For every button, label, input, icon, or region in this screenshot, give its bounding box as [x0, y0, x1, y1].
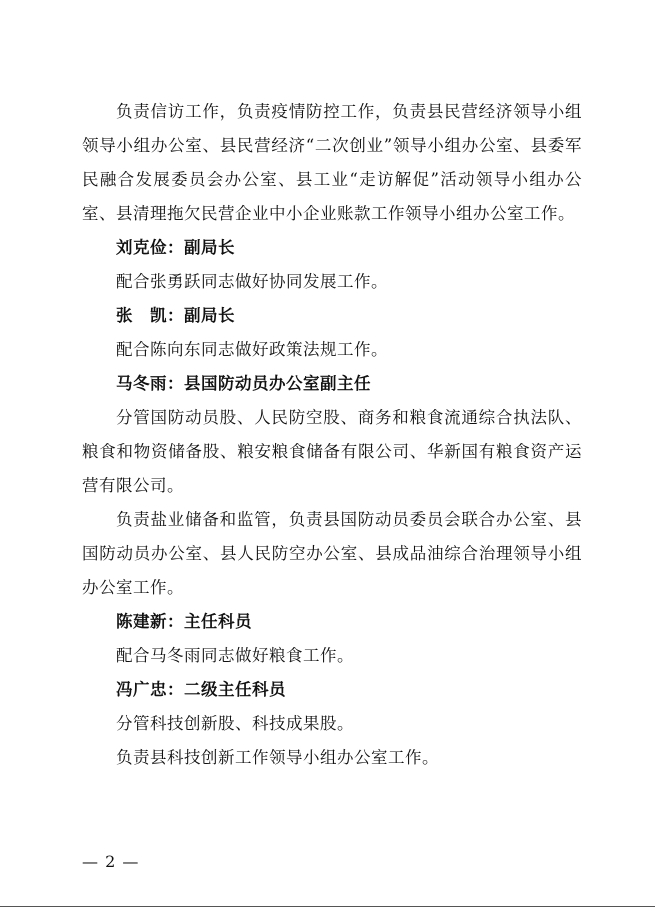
heading-feng-guangzhong: 冯广忠：二级主任科员 [116, 680, 286, 699]
paragraph-chen-jianxin: 配合马冬雨同志做好粮食工作。 [116, 646, 354, 665]
paragraph-feng-guangzhong-1: 分管科技创新股、科技成果股。 [116, 714, 354, 733]
paragraph-zhang-kai: 配合陈向东同志做好政策法规工作。 [116, 340, 388, 359]
page-content [82, 95, 582, 775]
heading-ma-dongyu: 马冬雨：县国防动员办公室副主任 [116, 374, 371, 393]
heading-zhang-kai: 张 凯：副局长 [116, 306, 235, 325]
paragraph-ma-dongyu-2: 负责盐业储备和监管，负责县国防动员委员会联合办公室、县国防动员办公室、县人民防空办公室、县成品油综合治理领导小组办公室工作。 [82, 510, 582, 597]
heading-liu-kejian: 刘克俭：副局长 [116, 238, 235, 257]
paragraph-duties-intro: 负责信访工作，负责疫情防控工作，负责县民营经济领导小组领导小组办公室、县民营经济“二次创业”领导小组办公室、县委军民融合发展委员会办公室、县工业“走访解促”活动领导小组办公室、县清理拖欠民营企业中小企业账款工作领导小组办公室工作。 [82, 102, 582, 223]
page-number: — 2 — [82, 852, 140, 871]
heading-chen-jianxin: 陈建新：主任科员 [116, 612, 252, 631]
paragraph-liu-kejian: 配合张勇跃同志做好协同发展工作。 [116, 272, 388, 291]
paragraph-feng-guangzhong-2: 负责县科技创新工作领导小组办公室工作。 [116, 748, 439, 767]
paragraph-ma-dongyu-1: 分管国防动员股、人民防空股、商务和粮食流通综合执法队、粮食和物资储备股、粮安粮食储备有限公司、华新国有粮食资产运营有限公司。 [82, 408, 582, 495]
